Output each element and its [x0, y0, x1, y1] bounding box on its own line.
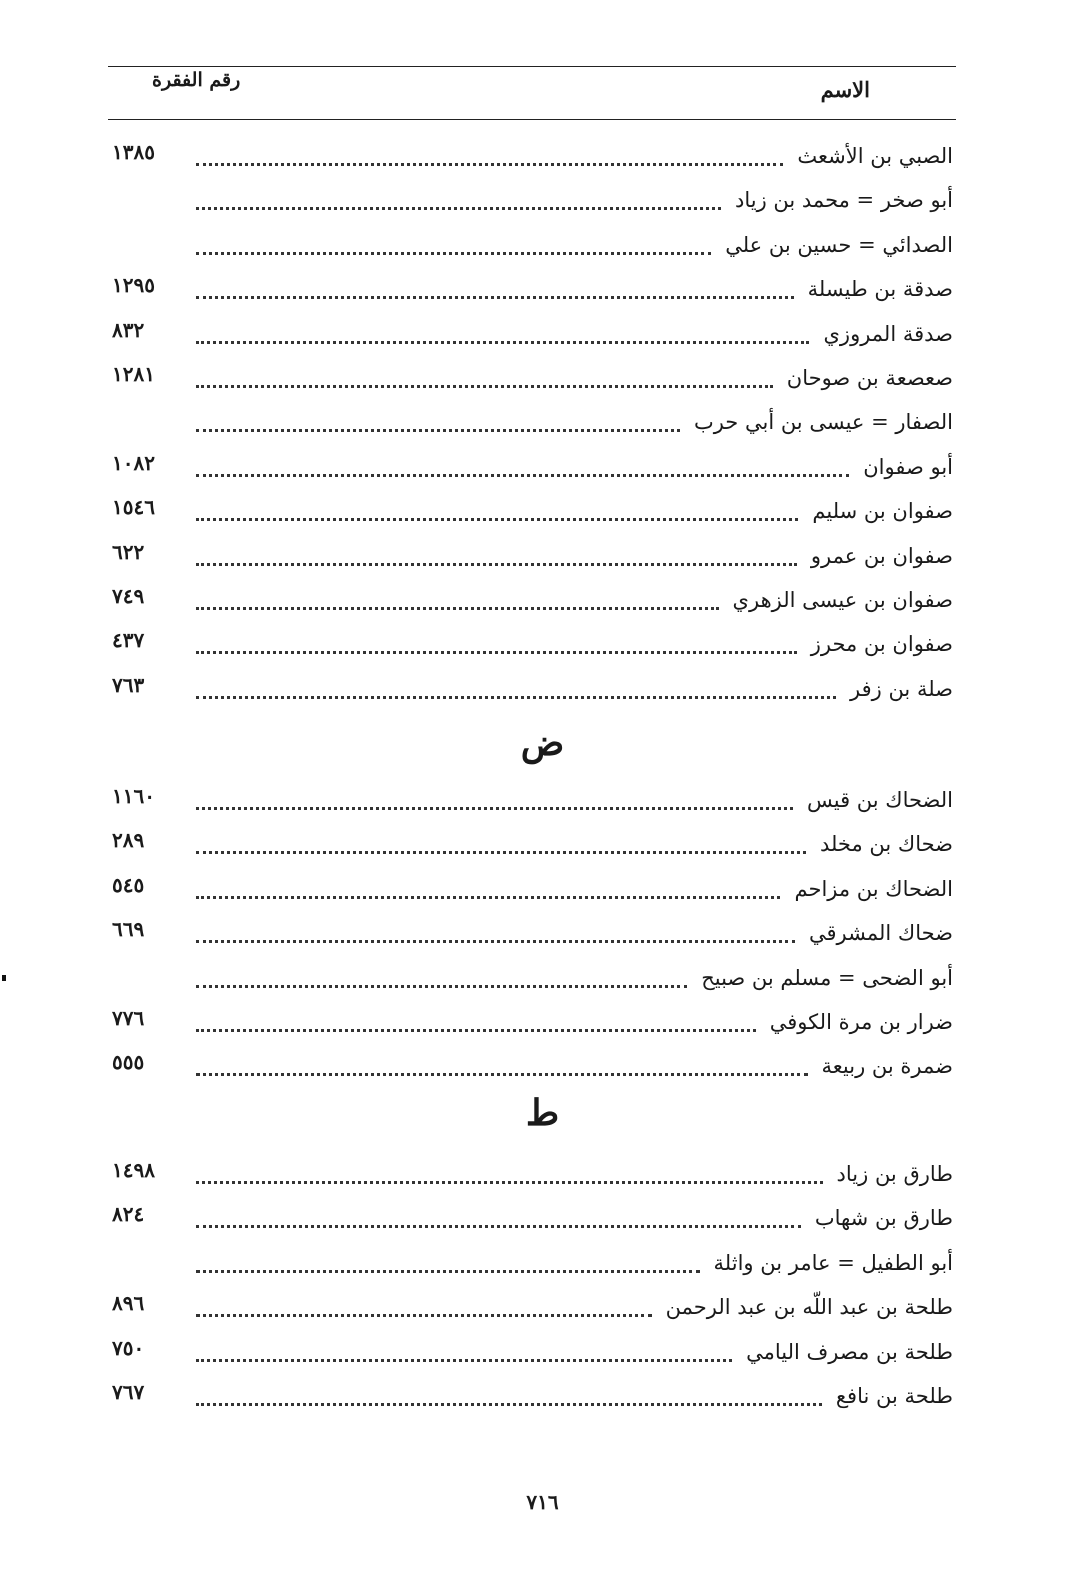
entry-name: صفوان بن سليم — [804, 499, 953, 523]
entry-paragraph-number: ٧٧٦ — [112, 1005, 145, 1030]
entry-name: صفوان بن عمرو — [803, 544, 953, 568]
leader-dots — [196, 471, 849, 477]
index-entry — [0, 404, 1085, 448]
entry-name: الصدائي = حسين بن علي — [717, 233, 953, 257]
index-entry — [0, 1200, 1085, 1244]
entry-paragraph-number: ٨٢٤ — [112, 1202, 145, 1227]
entry-paragraph-number: ٧٤٩ — [112, 583, 145, 608]
entry-paragraph-number: ٤٣٧ — [112, 628, 145, 653]
leader-dots — [196, 160, 783, 166]
index-entry — [0, 582, 1085, 626]
entry-name: طلحة بن مصرف اليامي — [738, 1340, 953, 1364]
index-entry — [0, 227, 1085, 271]
index-entry — [0, 493, 1085, 537]
entry-name: ضحاك المشرقي — [801, 921, 953, 945]
entry-paragraph-number: ١٠٨٢ — [112, 450, 155, 475]
index-entry — [0, 449, 1085, 493]
entry-paragraph-number: ٢٨٩ — [112, 828, 145, 853]
leader-dots — [196, 1222, 801, 1228]
index-entry — [0, 1004, 1085, 1048]
entry-name: أبو صخر = محمد بن زياد — [727, 188, 953, 212]
entry-name: صفوان بن محرز — [803, 632, 953, 656]
index-entry — [0, 1289, 1085, 1333]
section-ta — [0, 1156, 1085, 1422]
leader-dots — [196, 693, 836, 699]
entry-name: الضحاك بن قيس — [799, 788, 953, 812]
entry-name: صفوان بن عيسى الزهري — [725, 588, 953, 612]
entry-name: طارق بن زياد — [829, 1162, 953, 1186]
leader-dots — [196, 426, 680, 432]
entry-name: أبو الضحى = مسلم بن صبيح — [693, 966, 953, 990]
leader-dots — [196, 1267, 700, 1273]
entry-name: طلحة بن نافع — [828, 1384, 953, 1408]
index-entry — [0, 915, 1085, 959]
index-entry — [0, 538, 1085, 582]
section-dad — [0, 782, 1085, 1093]
index-entry — [0, 182, 1085, 226]
entry-name: صدقة بن طيسلة — [800, 277, 953, 301]
leader-dots — [196, 1178, 823, 1184]
index-entry — [0, 360, 1085, 404]
leader-dots — [196, 1400, 822, 1406]
index-entry — [0, 626, 1085, 670]
entry-name: صدقة المروزي — [815, 322, 953, 346]
leader-dots — [196, 1070, 808, 1076]
entry-name: طارق بن شهاب — [807, 1206, 953, 1230]
index-entry — [0, 671, 1085, 715]
leader-dots — [196, 1311, 652, 1317]
entry-paragraph-number: ٨٩٦ — [112, 1291, 145, 1316]
entry-paragraph-number: ١٢٨١ — [112, 361, 155, 386]
entry-name: طلحة بن عبد اللّه بن عبد الرحمن — [658, 1295, 953, 1319]
leader-dots — [196, 604, 719, 610]
entry-name: صلة بن زفر — [842, 677, 953, 701]
table-header — [108, 66, 956, 120]
section-sad — [0, 138, 1085, 715]
entry-name: ضمرة بن ربيعة — [814, 1054, 953, 1078]
index-entry — [0, 871, 1085, 915]
entry-paragraph-number: ١٢٩٥ — [112, 273, 155, 298]
leader-dots — [196, 1026, 756, 1032]
entry-name: أبو صفوان — [855, 455, 953, 479]
index-entry — [0, 1048, 1085, 1092]
index-entry — [0, 1334, 1085, 1378]
entry-name: ضرار بن مرة الكوفي — [762, 1010, 953, 1034]
entry-paragraph-number: ٦٦٩ — [112, 917, 145, 942]
index-entry — [0, 1156, 1085, 1200]
name-column-header: الاسم — [820, 77, 870, 102]
leader-dots — [196, 648, 797, 654]
index-entry — [0, 960, 1085, 1004]
entry-paragraph-number: ٧٦٣ — [112, 672, 145, 697]
entry-paragraph-number: ٧٦٧ — [112, 1379, 145, 1404]
leader-dots — [196, 848, 806, 854]
entry-name: صعصعة بن صوحان — [779, 366, 953, 390]
leader-dots — [196, 382, 773, 388]
entry-paragraph-number: ٧٥٠ — [112, 1335, 145, 1360]
leader-dots — [196, 982, 687, 988]
leader-dots — [196, 804, 793, 810]
scan-mark — [2, 975, 6, 981]
entry-paragraph-number: ١١٦٠ — [112, 784, 155, 808]
leader-dots — [196, 1356, 732, 1362]
index-entry — [0, 316, 1085, 360]
entry-paragraph-number: ١٣٨٥ — [112, 140, 155, 164]
index-entry — [0, 271, 1085, 315]
index-entry — [0, 1378, 1085, 1422]
entry-paragraph-number: ١٤٩٨ — [112, 1158, 155, 1182]
paragraph-number-column-header: رقم الفقرة — [152, 69, 241, 91]
section-letter-ta: ط — [525, 1092, 560, 1134]
entry-name: الضحاك بن مزاحم — [786, 877, 953, 901]
index-entry — [0, 826, 1085, 870]
index-entry — [0, 1245, 1085, 1289]
leader-dots — [196, 893, 780, 899]
leader-dots — [196, 293, 794, 299]
leader-dots — [196, 560, 797, 566]
entry-paragraph-number: ٦٢٢ — [112, 539, 145, 564]
page-number: ٧١٦ — [526, 1490, 559, 1514]
index-entry — [0, 138, 1085, 182]
leader-dots — [196, 204, 721, 210]
leader-dots — [196, 249, 711, 255]
entry-paragraph-number: ١٥٤٦ — [112, 495, 155, 520]
section-letter-dad: ض — [520, 722, 565, 764]
entry-name: ضحاك بن مخلد — [812, 832, 953, 856]
entry-paragraph-number: ٥٤٥ — [112, 872, 145, 897]
leader-dots — [196, 937, 795, 943]
index-entry — [0, 782, 1085, 826]
entry-name: الصفار = عيسى بن أبي حرب — [686, 410, 953, 434]
entry-paragraph-number: ٨٣٢ — [112, 317, 145, 342]
entry-name: أبو الطفيل = عامر بن واثلة — [706, 1251, 953, 1275]
entry-paragraph-number: ٥٥٥ — [112, 1050, 145, 1075]
leader-dots — [196, 515, 798, 521]
leader-dots — [196, 338, 809, 344]
entry-name: الصبي بن الأشعث — [789, 144, 953, 168]
